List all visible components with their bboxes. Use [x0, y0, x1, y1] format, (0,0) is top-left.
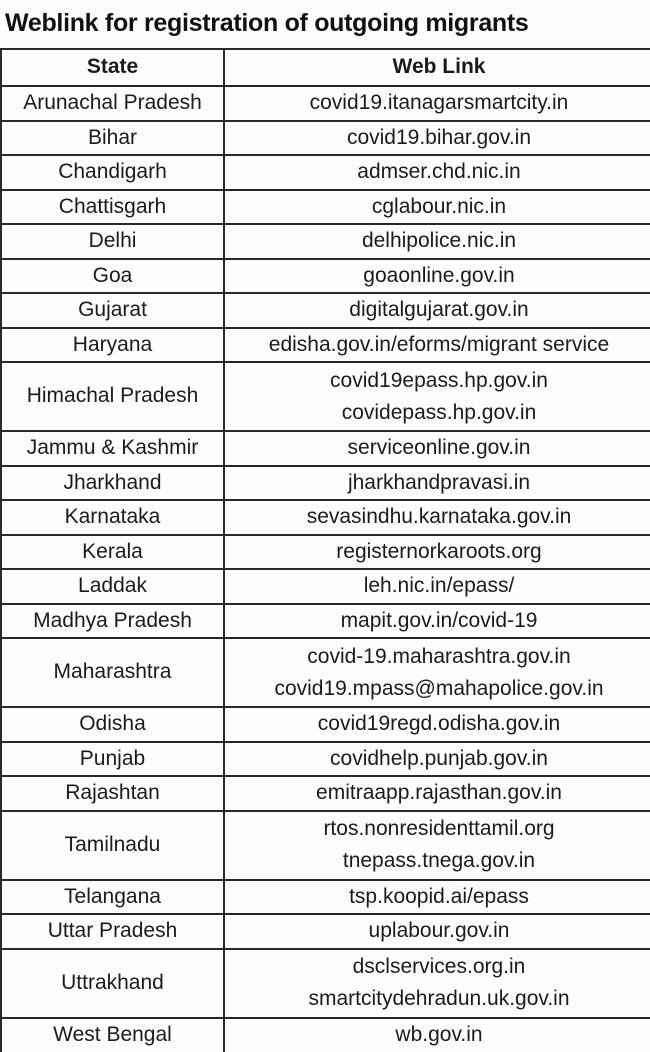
weblink-text: tnepass.tnega.gov.in — [342, 849, 536, 872]
weblink-text: sevasindhu.karnataka.gov.in — [306, 505, 572, 529]
state-cell: Jammu & Kashmir — [1, 431, 224, 466]
weblink-text: covid19.bihar.gov.in — [346, 125, 532, 149]
weblink-text: covidhelp.punjab.gov.in — [330, 746, 548, 770]
weblink-text: tsp.koopid.ai/epass — [349, 884, 529, 908]
weblink-text: dsclservices.org.in — [352, 955, 526, 978]
weblink-text: emitraapp.rajasthan.gov.in — [316, 781, 562, 805]
state-cell: Jharkhand — [1, 466, 224, 501]
weblink-cell — [224, 362, 650, 431]
table-row — [1, 259, 650, 294]
weblink-cell — [224, 776, 650, 811]
weblink-cell — [224, 86, 650, 121]
weblink-text: covid19.mpass@mahapolice.gov.in — [274, 676, 604, 700]
weblink-text: rtos.nonresidenttamil.org — [323, 817, 555, 840]
table-row — [1, 707, 650, 742]
weblink-cell — [224, 880, 650, 915]
weblink-cell — [224, 949, 650, 1018]
state-cell: Maharashtra — [1, 638, 224, 707]
weblink-cell — [224, 638, 650, 707]
weblink-text: edisha.gov.in/eforms/migrant service — [268, 332, 610, 356]
weblink-cell — [224, 466, 650, 501]
table-row — [1, 604, 650, 639]
weblink-text: covid-19.maharashtra.gov.in — [307, 644, 571, 668]
weblink-cell — [224, 155, 650, 190]
weblink-cell — [224, 224, 650, 259]
state-cell: Arunachal Pradesh — [1, 86, 224, 121]
table-body — [1, 86, 650, 1052]
weblink-cell — [224, 535, 650, 570]
weblink-text: covidepass.hp.gov.in — [341, 400, 537, 424]
weblink-text: leh.nic.in/epass/ — [363, 574, 515, 598]
weblink-cell — [224, 190, 650, 225]
weblink-text: mapit.gov.in/covid-19 — [340, 608, 538, 632]
weblink-text: uplabour.gov.in — [368, 919, 510, 943]
weblink-cell — [224, 121, 650, 156]
table-row — [1, 880, 650, 915]
table-row — [1, 949, 650, 1018]
weblink-cell — [224, 328, 650, 363]
state-cell: Haryana — [1, 328, 224, 363]
state-cell: Punjab — [1, 742, 224, 777]
table-row — [1, 86, 650, 121]
state-cell: Kerala — [1, 535, 224, 570]
weblink-cell — [224, 914, 650, 949]
table-row — [1, 535, 650, 570]
weblink-text: covid19.itanagarsmartcity.in — [309, 91, 569, 115]
weblink-text: jharkhandpravasi.in — [347, 470, 531, 494]
page-title: Weblink for registration of outgoing migrants — [5, 9, 529, 37]
table-row — [1, 224, 650, 259]
weblink-cell — [224, 569, 650, 604]
weblink-cell — [224, 1018, 650, 1052]
weblink-cell — [224, 604, 650, 639]
table-row — [1, 466, 650, 501]
table-row — [1, 742, 650, 777]
weblink-text: digitalgujarat.gov.in — [349, 298, 529, 322]
state-cell: Chandigarh — [1, 155, 224, 190]
table-row — [1, 190, 650, 225]
state-cell: Karnataka — [1, 500, 224, 535]
weblink-text: cglabour.nic.in — [371, 194, 507, 218]
table-header-row — [1, 49, 650, 86]
weblink-text: covid19regd.odisha.gov.in — [317, 712, 561, 736]
state-cell: Uttar Pradesh — [1, 914, 224, 949]
weblink-text: registernorkaroots.org — [336, 539, 542, 563]
table-row — [1, 500, 650, 535]
weblink-cell — [224, 742, 650, 777]
weblink-cell — [224, 431, 650, 466]
table-row — [1, 811, 650, 880]
weblink-cell — [224, 293, 650, 328]
weblink-text: wb.gov.in — [395, 1023, 483, 1047]
state-cell: Delhi — [1, 224, 224, 259]
state-cell: Laddak — [1, 569, 224, 604]
table-row — [1, 155, 650, 190]
weblink-cell — [224, 500, 650, 535]
table-row — [1, 914, 650, 949]
state-cell: Madhya Pradesh — [1, 604, 224, 639]
table-row — [1, 121, 650, 156]
state-cell: Bihar — [1, 121, 224, 156]
table-row — [1, 362, 650, 431]
state-cell: Chattisgarh — [1, 190, 224, 225]
table-row — [1, 569, 650, 604]
table-row — [1, 638, 650, 707]
state-cell: Tamilnadu — [1, 811, 224, 880]
weblink-text: admser.chd.nic.in — [357, 160, 521, 184]
table-row — [1, 431, 650, 466]
state-cell: Odisha — [1, 707, 224, 742]
table-row — [1, 1018, 650, 1052]
weblink-text: smartcitydehradun.uk.gov.in — [308, 987, 570, 1010]
table-row — [1, 776, 650, 811]
state-column-header: State — [1, 49, 224, 86]
state-cell: Rajashtan — [1, 776, 224, 811]
weblink-text: serviceonline.gov.in — [347, 436, 531, 460]
state-cell: Himachal Pradesh — [1, 362, 224, 431]
state-cell: Goa — [1, 259, 224, 294]
table-row — [1, 293, 650, 328]
weblink-column-header: Web Link — [224, 49, 650, 86]
table-row — [1, 328, 650, 363]
state-cell: Uttrakhand — [1, 949, 224, 1018]
weblink-text: delhipolice.nic.in — [361, 229, 517, 253]
state-cell: Telangana — [1, 880, 224, 915]
state-cell: West Bengal — [1, 1018, 224, 1052]
weblink-cell — [224, 811, 650, 880]
weblink-cell — [224, 259, 650, 294]
state-cell: Gujarat — [1, 293, 224, 328]
weblink-text: covid19epass.hp.gov.in — [330, 368, 548, 392]
migrant-weblink-table — [0, 48, 650, 1052]
weblink-cell — [224, 707, 650, 742]
weblink-text: goaonline.gov.in — [363, 263, 515, 287]
